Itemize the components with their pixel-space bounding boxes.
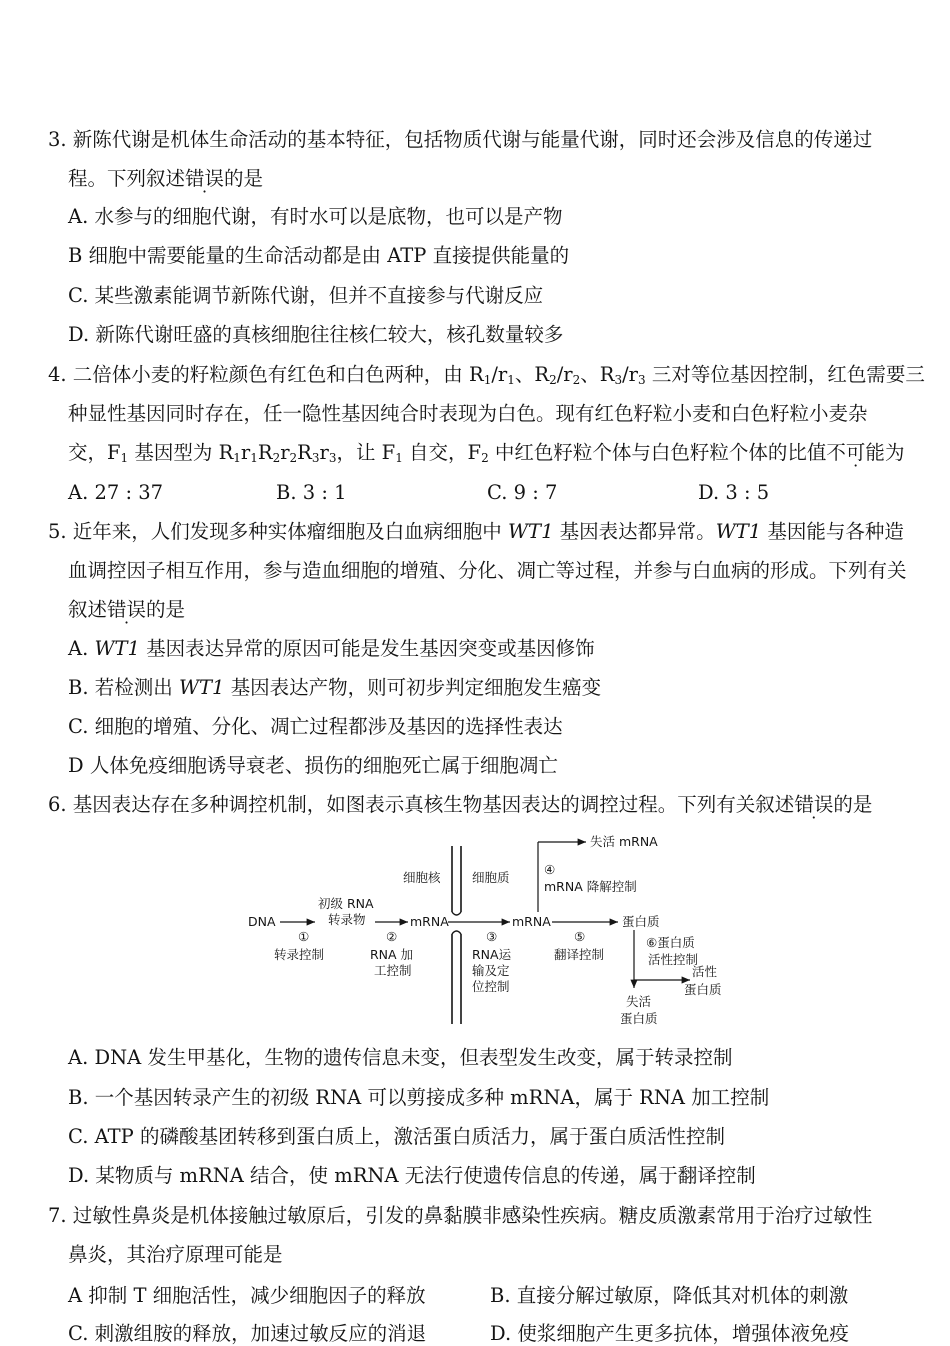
q3-option-a: A. 水参与的细胞代谢，有时水可以是底物，也可以是产物 — [68, 205, 563, 228]
q6-emphasis: 错误 — [794, 793, 834, 816]
step3-number: ③ — [486, 929, 498, 944]
q3-stem-line2: 程。下列叙述错误的是 — [68, 167, 264, 190]
step4-label: mRNA 降解控制 — [544, 879, 637, 894]
label-inactive-mrna: 失活 mRNA — [590, 834, 658, 849]
q6-option-a: A. DNA 发生甲基化，生物的遗传信息未变，但表型发生改变，属于转录控制 — [68, 1046, 733, 1069]
label-inactive-protein-1: 失活 — [626, 994, 652, 1009]
step3-label-1: RNA运 — [472, 947, 512, 962]
q4-stem-line2: 种显性基因同时存在，任一隐性基因纯合时表现为白色。现有红色籽粒小麦和白色籽粒小麦杂 — [68, 402, 868, 425]
q7-stem-line2: 鼻炎，其治疗原理可能是 — [68, 1243, 283, 1266]
q3-emphasis: 错误 — [185, 167, 225, 190]
q4-option-c: C. 9 : 7 — [487, 481, 558, 504]
q7-stem-line1: 7. 过敏性鼻炎是机体接触过敏原后，引发的鼻黏膜非感染性疾病。糖皮质激素常用于治疗过敏性 — [48, 1204, 873, 1227]
q5-option-a: A. WT1 基因表达异常的原因可能是发生基因突变或基因修饰 — [68, 637, 595, 660]
q4-stem-line3: 交，$F_1$ 基因型为 $R_1r_1R_2r_2R_3r_3$，让 $F_1$ 自交，$F_2$ 中红色籽粒个体与白色籽粒个体的比值不可能为 — [68, 441, 905, 465]
label-primary-rna-1: 初级 RNA — [318, 896, 374, 911]
q6-option-b: B. 一个基因转录产生的初级 RNA 可以剪接成多种 mRNA，属于 RNA 加工控制 — [68, 1086, 770, 1109]
q4-option-b: B. 3 : 1 — [276, 481, 347, 504]
q7-option-a: A 抑制 T 细胞活性，减少细胞因子的释放 — [68, 1284, 426, 1307]
q3-option-c: C. 某些激素能调节新陈代谢，但并不直接参与代谢反应 — [68, 284, 544, 307]
step6-label-1: ⑥蛋白质 — [646, 935, 695, 950]
q3-option-d: D. 新陈代谢旺盛的真核细胞往往核仁较大，核孔数量较多 — [68, 323, 564, 346]
q4-emphasis: 不可能 — [826, 441, 885, 464]
label-mrna-nucleus: mRNA — [410, 914, 449, 929]
label-mrna-cytoplasm: mRNA — [512, 914, 551, 929]
q5-option-b: B. 若检测出 WT1 基因表达产物，则可初步判定细胞发生癌变 — [68, 676, 602, 699]
q6-option-c: C. ATP 的磷酸基团转移到蛋白质上，激活蛋白质活力，属于蛋白质活性控制 — [68, 1125, 725, 1148]
q5-stem-line1: 5. 近年来，人们发现多种实体瘤细胞及白血病细胞中 WT1 基因表达都异常。WT1 基因能与各种造 — [48, 520, 904, 543]
step1-number: ① — [298, 929, 310, 944]
step6-label-2: 活性控制 — [648, 952, 699, 967]
q4-option-d: D. 3 : 5 — [698, 481, 770, 504]
step2-number: ② — [386, 929, 398, 944]
q3-stem-line1: 3. 新陈代谢是机体生命活动的基本特征，包括物质代谢与能量代谢，同时还会涉及信息的传递过 — [48, 128, 873, 151]
q7-option-d: D. 使浆细胞产生更多抗体，增强体液免疫 — [490, 1322, 849, 1345]
q5-option-d: D 人体免疫细胞诱导衰老、损伤的细胞死亡属于细胞凋亡 — [68, 754, 558, 777]
step4-number: ④ — [544, 862, 556, 877]
label-nucleus: 细胞核 — [403, 870, 441, 885]
q3-option-b: B 细胞中需要能量的生命活动都是由 ATP 直接提供能量的 — [68, 244, 570, 267]
step3-label-3: 位控制 — [472, 979, 510, 994]
q7-option-b: B. 直接分解过敏原，降低其对机体的刺激 — [490, 1284, 849, 1307]
q6-stem: 6. 基因表达存在多种调控机制，如图表示真核生物基因表达的调控过程。下列有关叙述错误的是 — [48, 793, 873, 816]
label-active-protein-1: 活性 — [692, 964, 718, 979]
step3-label-2: 输及定 — [472, 963, 510, 978]
step2-label-2: 工控制 — [374, 963, 412, 978]
q5-stem-line2: 血调控因子相互作用，参与造血细胞的增殖、分化、凋亡等过程，并参与白血病的形成。下列有关 — [68, 559, 907, 582]
step5-label: 翻译控制 — [554, 947, 605, 962]
label-inactive-protein-2: 蛋白质 — [620, 1011, 658, 1026]
step5-number: ⑤ — [574, 929, 586, 944]
gene-regulation-diagram — [238, 828, 722, 1028]
label-dna: DNA — [248, 914, 276, 929]
q5-stem-line3: 叙述错误的是 — [68, 598, 186, 621]
step2-label-1: RNA 加 — [370, 947, 414, 962]
label-active-protein-2: 蛋白质 — [684, 982, 722, 997]
label-protein: 蛋白质 — [622, 914, 660, 929]
q7-option-c: C. 刺激组胺的释放，加速过敏反应的消退 — [68, 1322, 427, 1345]
q5-emphasis: 错误 — [107, 598, 147, 621]
label-primary-rna-2: 转录物 — [328, 912, 366, 927]
q5-option-c: C. 细胞的增殖、分化、凋亡过程都涉及基因的选择性表达 — [68, 715, 563, 738]
step1-label: 转录控制 — [274, 947, 325, 962]
q6-option-d: D. 某物质与 mRNA 结合，使 mRNA 无法行使遗传信息的传递，属于翻译控制 — [68, 1164, 756, 1187]
q4-option-a: A. 27 : 37 — [68, 481, 164, 504]
q4-stem-line1: 4. 二倍体小麦的籽粒颜色有红色和白色两种，由 $R_1/r_1$、$R_2/r_2$、$R_3/r_3$ 三对等位基因控制，红色需要三 — [48, 363, 925, 387]
label-cytoplasm: 细胞质 — [472, 870, 510, 885]
